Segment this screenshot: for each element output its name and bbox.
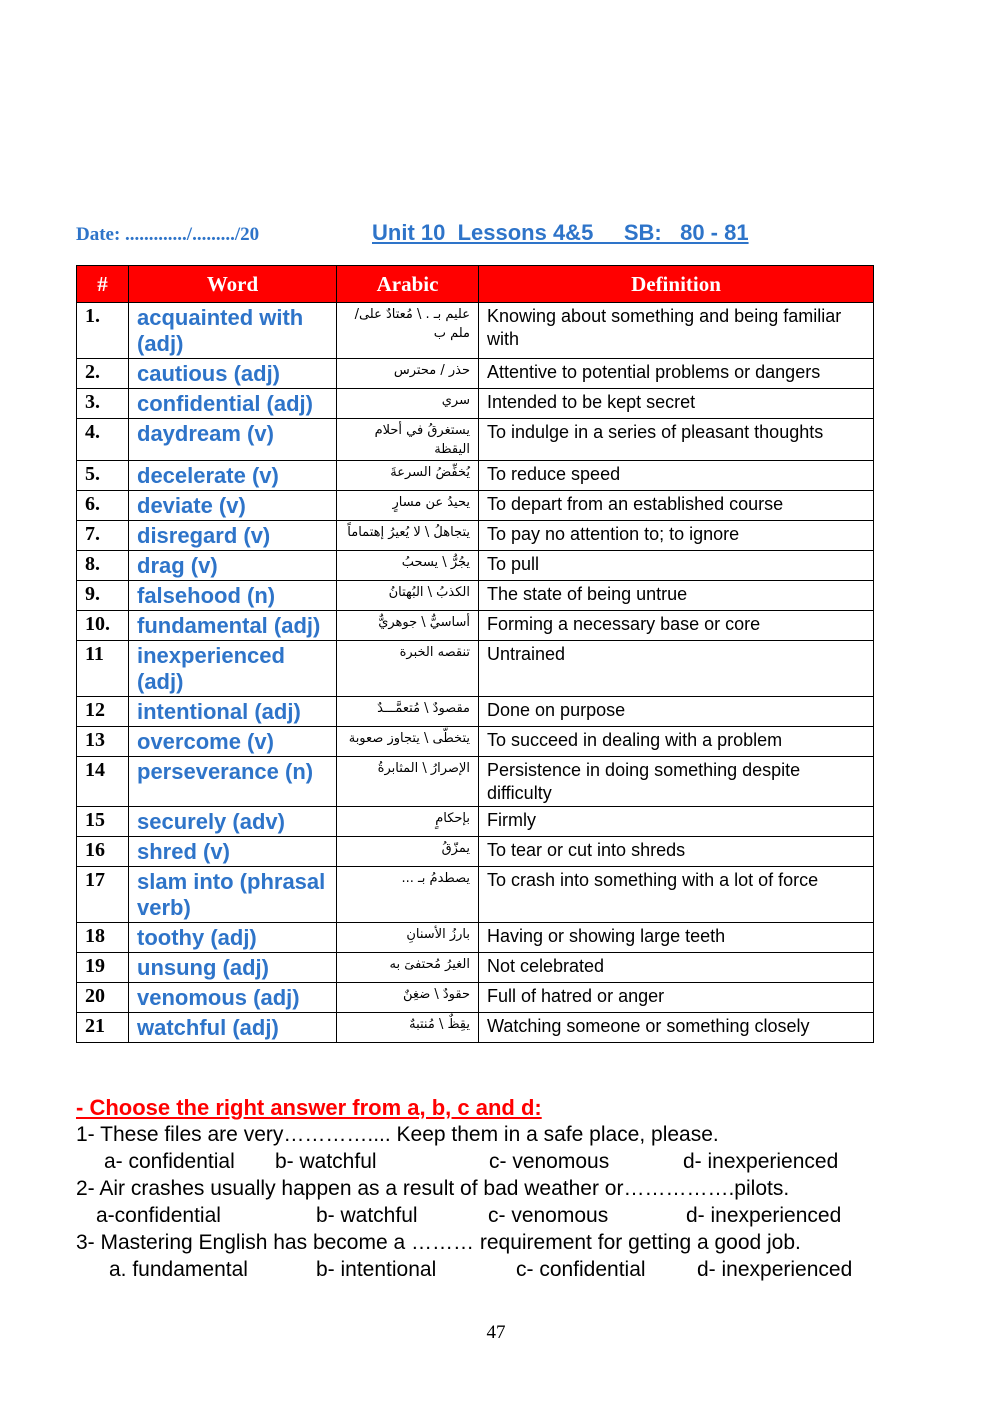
vocab-word: toothy (adj) [129, 923, 337, 953]
definition: Watching someone or something closely [479, 1013, 874, 1043]
arabic-translation: الغيرُ مُحتفىَ به [337, 953, 479, 983]
exercise-title: - Choose the right answer from a, b, c and d: [76, 1095, 542, 1120]
arabic-translation: يُخفِّضُ السرعةَ [337, 461, 479, 491]
arabic-translation: تنقصه الخبرة [337, 641, 479, 697]
vocab-word: decelerate (v) [129, 461, 337, 491]
table-row [77, 359, 874, 389]
definition: Not celebrated [479, 953, 874, 983]
question-2-option-a: a-confidential [96, 1204, 221, 1227]
column-header-arabic: Arabic [337, 266, 479, 303]
arabic-translation: يقِظٌ \ مُنتبهٌ [337, 1013, 479, 1043]
question-3-option-a: a. fundamental [109, 1258, 248, 1281]
vocab-word: fundamental (adj) [129, 611, 337, 641]
row-number: 21 [77, 1013, 129, 1043]
definition: Done on purpose [479, 697, 874, 727]
unit-title: Unit 10 Lessons 4&5 SB: 80 - 81 [372, 220, 749, 245]
table-row [77, 983, 874, 1013]
vocab-word: venomous (adj) [129, 983, 337, 1013]
vocab-word: watchful (adj) [129, 1013, 337, 1043]
vocab-word: falsehood (n) [129, 581, 337, 611]
row-number: 17 [77, 867, 129, 923]
table-row [77, 521, 874, 551]
table-row [77, 641, 874, 697]
question-2: 2- Air crashes usually happen as a result of bad weather or…………….pilots. [76, 1177, 790, 1200]
vocab-word: drag (v) [129, 551, 337, 581]
row-number: 3. [77, 389, 129, 419]
arabic-translation: يتجاهلُ \ لا يُعيرُ إهتماماً [337, 521, 479, 551]
table-row [77, 953, 874, 983]
vocab-word: inexperienced (adj) [129, 641, 337, 697]
row-number: 6. [77, 491, 129, 521]
vocab-word: shred (v) [129, 837, 337, 867]
vocab-word: securely (adv) [129, 807, 337, 837]
definition: To pull [479, 551, 874, 581]
question-2-option-d: d- inexperienced [686, 1204, 842, 1227]
row-number: 12 [77, 697, 129, 727]
row-number: 11 [77, 641, 129, 697]
definition: To tear or cut into shreds [479, 837, 874, 867]
question-3-option-c: c- confidential [516, 1258, 646, 1281]
arabic-translation: يتخطّى \ يتجاوز صعوبة [337, 727, 479, 757]
vocab-word: disregard (v) [129, 521, 337, 551]
question-1-option-a: a- confidential [104, 1150, 235, 1173]
question-2-option-c: c- venomous [488, 1204, 609, 1227]
definition: Persistence in doing something despite difficulty [479, 757, 874, 807]
arabic-translation: يصطدمُ بـ ... [337, 867, 479, 923]
arabic-translation: أساسيٌّ \ جوهريٌّ [337, 611, 479, 641]
vocab-word: slam into (phrasal verb) [129, 867, 337, 923]
table-row [77, 419, 874, 461]
definition: To succeed in dealing with a problem [479, 727, 874, 757]
arabic-translation: حقودٌ \ ضغِنٌ [337, 983, 479, 1013]
row-number: 5. [77, 461, 129, 491]
row-number: 2. [77, 359, 129, 389]
vocab-word: confidential (adj) [129, 389, 337, 419]
table-row [77, 551, 874, 581]
vocabulary-table [76, 265, 874, 1043]
arabic-translation: حذر / محترس [337, 359, 479, 389]
arabic-translation: يستغرقُ في أحلام اليقظة [337, 419, 479, 461]
table-row [77, 757, 874, 807]
vocab-word: acquainted with (adj) [129, 303, 337, 359]
table-row [77, 581, 874, 611]
question-3: 3- Mastering English has become a ……… requirement for getting a good job. [76, 1231, 801, 1254]
row-number: 1. [77, 303, 129, 359]
vocab-word: intentional (adj) [129, 697, 337, 727]
table-row [77, 867, 874, 923]
row-number: 16 [77, 837, 129, 867]
table-header-row [77, 266, 874, 303]
table-row [77, 807, 874, 837]
vocab-word: perseverance (n) [129, 757, 337, 807]
arabic-translation: عليم بـ . \ مُعتادٌ على/ملم ب [337, 303, 479, 359]
vocab-word: unsung (adj) [129, 953, 337, 983]
table-row [77, 491, 874, 521]
definition: To depart from an established course [479, 491, 874, 521]
row-number: 7. [77, 521, 129, 551]
row-number: 15 [77, 807, 129, 837]
arabic-translation: بإحكامٍ [337, 807, 479, 837]
column-header-number: # [77, 266, 129, 303]
definition: Having or showing large teeth [479, 923, 874, 953]
column-header-word: Word [129, 266, 337, 303]
definition: To reduce speed [479, 461, 874, 491]
date-line: Date: ............./........./20 [76, 224, 260, 245]
definition: Untrained [479, 641, 874, 697]
arabic-translation: يمزّقُ [337, 837, 479, 867]
row-number: 4. [77, 419, 129, 461]
row-number: 9. [77, 581, 129, 611]
question-3-option-d: d- inexperienced [697, 1258, 853, 1281]
question-1-option-c: c- venomous [489, 1150, 610, 1173]
arabic-translation: يحيدُ عن مسارٍ [337, 491, 479, 521]
table-row [77, 461, 874, 491]
row-number: 18 [77, 923, 129, 953]
vocab-word: cautious (adj) [129, 359, 337, 389]
table-row [77, 611, 874, 641]
table-row [77, 727, 874, 757]
table-row [77, 303, 874, 359]
definition: To crash into something with a lot of force [479, 867, 874, 923]
table-row [77, 697, 874, 727]
row-number: 14 [77, 757, 129, 807]
definition: Firmly [479, 807, 874, 837]
definition: To indulge in a series of pleasant thoughts [479, 419, 874, 461]
arabic-translation: بارزُ الأسنانِ [337, 923, 479, 953]
question-1: 1- These files are very………….... Keep them in a safe place, please. [76, 1123, 719, 1146]
arabic-translation: مقصودٌ \ مُتعمَّـــدٌ [337, 697, 479, 727]
definition: To pay no attention to; to ignore [479, 521, 874, 551]
vocab-word: deviate (v) [129, 491, 337, 521]
definition: Knowing about something and being familiar with [479, 303, 874, 359]
arabic-translation: يجُرُّ \ يسحبُ [337, 551, 479, 581]
column-header-definition: Definition [479, 266, 874, 303]
page-number: 47 [486, 1322, 506, 1343]
table-row [77, 837, 874, 867]
vocab-word: overcome (v) [129, 727, 337, 757]
row-number: 10. [77, 611, 129, 641]
row-number: 8. [77, 551, 129, 581]
arabic-translation: الإصرارُ \ المثابرةُ [337, 757, 479, 807]
table-row [77, 1013, 874, 1043]
vocab-word: daydream (v) [129, 419, 337, 461]
definition: Attentive to potential problems or dangers [479, 359, 874, 389]
arabic-translation: الكذبُ \ البُهتانُ [337, 581, 479, 611]
row-number: 19 [77, 953, 129, 983]
row-number: 13 [77, 727, 129, 757]
question-1-option-b: b- watchful [275, 1150, 377, 1173]
question-2-option-b: b- watchful [316, 1204, 418, 1227]
definition: The state of being untrue [479, 581, 874, 611]
table-row [77, 923, 874, 953]
header [76, 220, 876, 250]
definition: Forming a necessary base or core [479, 611, 874, 641]
definition: Full of hatred or anger [479, 983, 874, 1013]
row-number: 20 [77, 983, 129, 1013]
table-row [77, 389, 874, 419]
question-1-option-d: d- inexperienced [683, 1150, 839, 1173]
definition: Intended to be kept secret [479, 389, 874, 419]
question-3-option-b: b- intentional [316, 1258, 437, 1281]
arabic-translation: سري [337, 389, 479, 419]
